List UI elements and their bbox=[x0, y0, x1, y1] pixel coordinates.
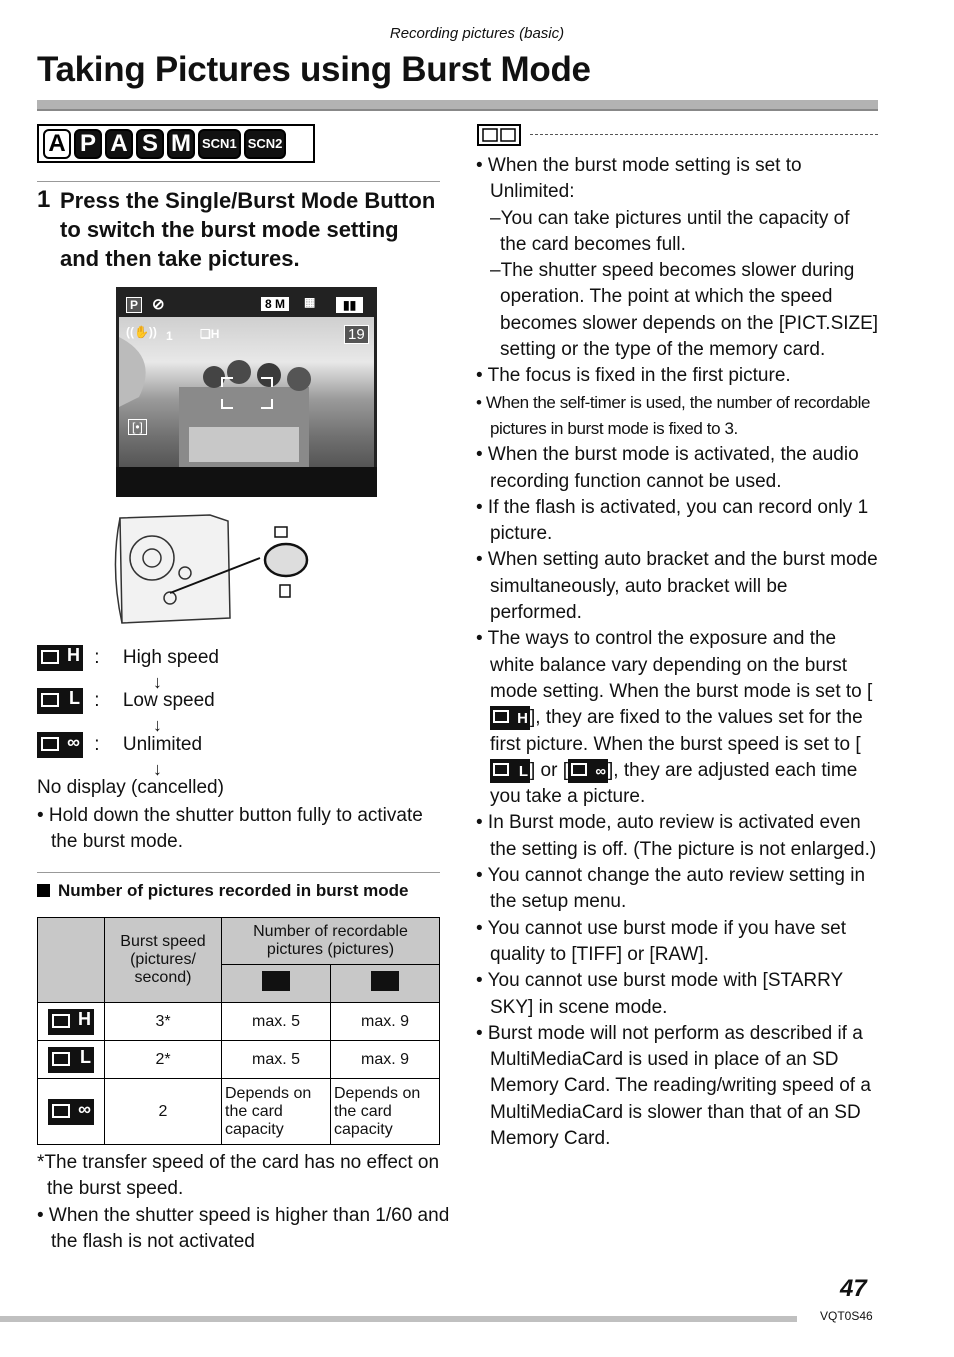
lcd-mode-indicator: P bbox=[126, 297, 142, 313]
quality-icon: ▦ bbox=[304, 295, 316, 309]
burst-high-label: High speed bbox=[122, 647, 219, 669]
standard-count-cell: max. 9 bbox=[331, 1041, 440, 1079]
quality-fine-icon bbox=[222, 965, 331, 1003]
table-heading-row bbox=[37, 881, 408, 901]
lcd-picture-size: 8 M bbox=[261, 297, 289, 311]
down-arrow-icon: ↓ bbox=[153, 672, 162, 692]
note-starry-sky: • You cannot use burst mode with [STARRY SKY] in scene mode. bbox=[476, 970, 843, 1018]
note-flash: • If the flash is activated, you can record only 1 picture. bbox=[476, 496, 869, 545]
fine-count-cell: max. 5 bbox=[222, 1003, 331, 1041]
note-unlimited-shutter: –The shutter speed becomes slower during operation. The point at which the speed becomes slower depends on the [PICT.SIZE] setting or the type of the memory card. bbox=[490, 260, 879, 361]
camera-button-illustration bbox=[110, 513, 310, 625]
no-display-label: No display (cancelled) bbox=[37, 777, 224, 798]
note-audio: • When the burst mode is activated, the audio recording function cannot be used. bbox=[476, 444, 859, 492]
program-mode-icon: P bbox=[74, 129, 102, 159]
burst-low-icon: L bbox=[38, 1041, 105, 1079]
burst-speed-cell: 2* bbox=[105, 1041, 222, 1079]
footer-bar bbox=[0, 1316, 797, 1322]
standard-count-cell: Depends on the card capacity bbox=[331, 1079, 440, 1145]
burst-unlimited-icon: ∞ bbox=[37, 732, 83, 758]
note-unlimited-capacity: –You can take pictures until the capacity of the card becomes full. bbox=[490, 207, 850, 255]
burst-high-icon: H bbox=[37, 645, 83, 671]
scene1-mode-icon: SCN1 bbox=[198, 129, 241, 159]
divider bbox=[37, 181, 440, 182]
burst-low-label: Low speed bbox=[122, 690, 215, 712]
table-corner bbox=[38, 918, 105, 1003]
burst-unlimited-label: Unlimited bbox=[122, 734, 203, 756]
burst-speed-cell: 3* bbox=[105, 1003, 222, 1041]
page-number: 47 bbox=[840, 1275, 867, 1302]
quality-standard-icon bbox=[331, 965, 440, 1003]
note-exposure: • The ways to control the exposure and the white balance vary depending on the burst mode setting. When the burst mode is set to [H ], they are fixed to the values set for the first picture. When the burst speed is set to [L ] or [ ∞ ], they are adjusted each time you take a picture. bbox=[476, 628, 873, 808]
footnote-shutter-speed: • When the shutter speed is higher than 1/60 and the flash is not activated bbox=[37, 1205, 450, 1252]
burst-high-icon: H bbox=[490, 706, 530, 730]
fine-count-cell: max. 5 bbox=[222, 1041, 331, 1079]
stabilizer-icon: ((✋)) bbox=[126, 325, 157, 339]
aperture-mode-icon: A bbox=[105, 129, 133, 159]
burst-h-lcd-icon: ❑H bbox=[200, 327, 220, 341]
burst-table bbox=[37, 917, 440, 1145]
mode-icons bbox=[37, 124, 315, 163]
burst-speed-cell: 2 bbox=[105, 1079, 222, 1145]
burst-unlimited-icon: ∞ bbox=[38, 1079, 105, 1145]
table-row bbox=[38, 1041, 440, 1079]
col-burst-speed: Burst speed (pictures/ second) bbox=[105, 918, 222, 1003]
af-frame bbox=[221, 377, 273, 409]
page-title: Taking Pictures using Burst Mode bbox=[37, 50, 591, 89]
lcd-stabilizer-value: 1 bbox=[166, 329, 173, 343]
lcd-remaining-count: 19 bbox=[344, 325, 369, 344]
note-tiff-raw: • You cannot use burst mode if you have set quality to [TIFF] or [RAW]. bbox=[476, 917, 847, 965]
camera-back-drawing bbox=[110, 513, 310, 625]
note-self-timer: • When the self-timer is used, the number of recordable pictures in burst mode is fixed to 3. bbox=[476, 392, 871, 438]
lcd-bottom-band bbox=[116, 467, 377, 497]
note-auto-bracket: • When setting auto bracket and the burst mode simultaneously, auto bracket will be performed. bbox=[476, 549, 878, 624]
metering-icon: [•] bbox=[128, 419, 147, 435]
table-row bbox=[38, 1079, 440, 1145]
note-setup-menu: • You cannot change the auto review setting in the setup menu. bbox=[476, 865, 866, 913]
scene2-mode-icon: SCN2 bbox=[244, 129, 287, 159]
note-unlimited: • When the burst mode setting is set to Unlimited: bbox=[476, 155, 802, 203]
burst-low-row: L : Low speed bbox=[37, 688, 215, 714]
table-heading: Number of pictures recorded in burst mode bbox=[58, 881, 409, 900]
note-multimediacard: • Burst mode will not perform as described if a MultiMediaCard is used in place of an SD Memory Card. The reading/writing speed of a MultiMediaCard is slower than that of an SD Memory Card. bbox=[476, 1022, 871, 1149]
step-number: 1 bbox=[37, 186, 51, 213]
burst-unlimited-row: ∞ : Unlimited bbox=[37, 732, 202, 758]
burst-high-icon: H bbox=[38, 1003, 105, 1041]
battery-icon: ▮▮ bbox=[336, 297, 363, 313]
manual-mode-icon: M bbox=[167, 129, 195, 159]
fine-count-cell: Depends on the card capacity bbox=[222, 1079, 331, 1145]
down-arrow-icon: ↓ bbox=[153, 715, 162, 735]
note-auto-review: • In Burst mode, auto review is activated even the setting is off. (The picture is not enlarged.) bbox=[476, 812, 877, 860]
section-header: Recording pictures (basic) bbox=[389, 25, 565, 42]
square-bullet-icon bbox=[37, 884, 50, 897]
footnote-transfer-speed: *The transfer speed of the card has no effect on the burst speed. bbox=[37, 1152, 440, 1199]
down-arrow-icon: ↓ bbox=[153, 759, 162, 779]
hold-shutter-note: • Hold down the shutter button fully to activate the burst mode. bbox=[37, 805, 423, 852]
title-underline bbox=[37, 100, 878, 111]
auto-mode-icon: A bbox=[43, 129, 71, 159]
burst-high-row: H : High speed bbox=[37, 645, 219, 671]
note-dashed-rule bbox=[530, 134, 878, 135]
shutter-mode-icon: S bbox=[136, 129, 164, 159]
lcd-screen-illustration bbox=[116, 287, 377, 497]
burst-low-icon: L bbox=[490, 759, 530, 783]
step-text: Press the Single/Burst Mode Button to switch the burst mode setting and then take pictures. bbox=[60, 188, 436, 271]
note-focus: • The focus is fixed in the first picture. bbox=[476, 365, 791, 387]
table-row bbox=[38, 1003, 440, 1041]
flash-off-icon: ⊘ bbox=[152, 296, 165, 313]
note-icon bbox=[477, 124, 521, 146]
standard-count-cell: max. 9 bbox=[331, 1003, 440, 1041]
col-number: Number of recordable pictures (pictures) bbox=[222, 918, 440, 965]
document-code: VQT0S46 bbox=[820, 1309, 873, 1323]
divider bbox=[37, 872, 440, 873]
burst-unlimited-icon: ∞ bbox=[568, 759, 608, 783]
burst-low-icon: L bbox=[37, 688, 83, 714]
notes-column bbox=[476, 153, 880, 1152]
